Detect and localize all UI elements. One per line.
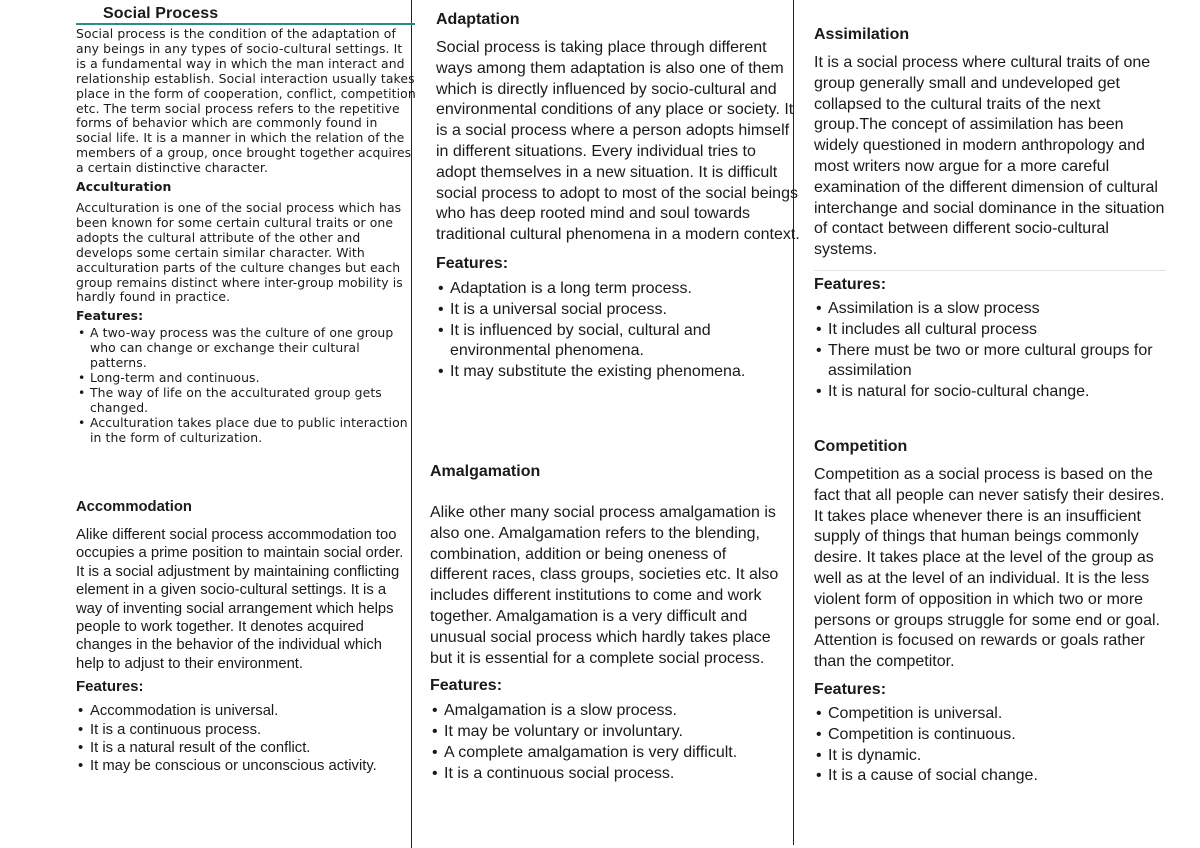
list-item: • It may be voluntary or involuntary. bbox=[430, 722, 786, 743]
page-title: Social Process bbox=[76, 4, 415, 25]
list-item: • A complete amalgamation is very difficult. bbox=[430, 743, 786, 764]
assimilation-text: It is a social process where cultural traits of one group generally small and undeveloped get collapsed to the cultural traits of the next group.The concept of assimilation has been widely questioned in modern anthropology and most writers now argue for a more careful examination of the different dimension of cultural interchange and social dominance in the situation of contact between different socio-cultural systems. bbox=[814, 54, 1165, 259]
assimilation-heading: Assimilation bbox=[814, 26, 910, 43]
list-item: • It is influenced by social, cultural and environmental phenomena. bbox=[436, 321, 800, 363]
list-item: • It is dynamic. bbox=[814, 746, 1166, 767]
list-item: • It is a natural result of the conflict. bbox=[76, 739, 412, 757]
amalgamation-text: Alike other many social process amalgamation is also one. Amalgamation refers to the blending, combination, addition or being oneness of different races, class groups, societies etc. It also includes different institutions to come and work together. Amalgamation is a very difficult and unusual social process which hardly takes place but it is essential for a complete social process. bbox=[430, 504, 779, 667]
list-item: • It includes all cultural process bbox=[814, 320, 1166, 341]
competition-heading: Competition bbox=[814, 438, 908, 455]
list-item: • Adaptation is a long term process. bbox=[436, 279, 800, 300]
amalgamation-features-heading: Features: bbox=[430, 677, 503, 695]
adaptation-heading: Adaptation bbox=[436, 11, 520, 28]
list-item: • It is a continuous social process. bbox=[430, 764, 786, 785]
accommodation-heading: Accommodation bbox=[76, 499, 192, 515]
competition-features-list bbox=[814, 704, 1166, 787]
competition-text: Competition as a social process is based on the fact that all people can never satisfy their desires. It takes place whenever there is an insufficient supply of things that human beings commonly desire. It takes place at the level of the group as well as at the level of an individual. It is the less violent form of opposition in which two or more persons or groups struggle for some end or goal. Attention is focused on rewards or goals rather than the competitor. bbox=[814, 466, 1165, 671]
list-item: • Competition is universal. bbox=[814, 704, 1166, 725]
accommodation-features-heading: Features: bbox=[76, 678, 144, 696]
acculturation-heading: Acculturation bbox=[76, 179, 172, 195]
social-process-text: Social process is the condition of the adaptation of any beings in any types of socio-cultural settings. It is a fundamental way in which the man interact and relationship establish. Social interaction usually takes place in the form of cooperation, conflict, competition etc. The term social process refers to the repetitive forms of behavior which are commonly found in social life. It is a manner in which the relation of the members of a group, once brought together acquires a certain distinctive character. bbox=[76, 26, 416, 176]
list-item: • It is a cause of social change. bbox=[814, 766, 1166, 787]
adaptation-features-heading: Features: bbox=[436, 254, 509, 272]
acculturation-features-list bbox=[76, 326, 416, 445]
list-item: • Amalgamation is a slow process. bbox=[430, 701, 786, 722]
amalgamation-features-list bbox=[430, 701, 786, 784]
adaptation-section bbox=[436, 10, 800, 383]
assimilation-features-list bbox=[814, 299, 1166, 403]
amalgamation-heading: Amalgamation bbox=[430, 463, 541, 480]
list-item: • Long-term and continuous. bbox=[76, 371, 416, 386]
list-item: • It is a universal social process. bbox=[436, 300, 800, 321]
list-item: • Acculturation takes place due to public interaction in the form of culturization. bbox=[76, 416, 416, 446]
acculturation-features-heading: Features: bbox=[76, 308, 144, 324]
accommodation-text: Alike different social process accommodation too occupies a prime position to maintain social order. It is a social adjustment by maintaining conflicting element in a given socio-cultural settings. It is a way of inventing social arrangement which helps people to work together. It denotes acquired changes in the behavior of the individual which help to adjust to their environment. bbox=[76, 527, 404, 672]
list-item: • It may be conscious or unconscious activity. bbox=[76, 757, 412, 775]
adaptation-features-list bbox=[436, 279, 800, 383]
accommodation-section bbox=[76, 497, 412, 837]
list-item: • It may substitute the existing phenomena. bbox=[436, 362, 800, 383]
list-item: • It is natural for socio-cultural change. bbox=[814, 382, 1166, 403]
acculturation-text: Acculturation is one of the social process which has been known for some certain cultural traits or one adopts the cultural attribute of the other and develops some certain similar character. With acculturation parts of the culture changes but each group remains distinct where inter-group mobility is hardly found in practice. bbox=[76, 199, 403, 305]
list-item: • The way of life on the acculturated group gets changed. bbox=[76, 386, 416, 416]
assimilation-section bbox=[814, 25, 1166, 403]
competition-section bbox=[814, 437, 1166, 787]
list-item: • A two-way process was the culture of one group who can change or exchange their cultural patterns. bbox=[76, 326, 416, 371]
social-process-section bbox=[76, 4, 416, 497]
assimilation-features-heading: Features: bbox=[814, 270, 1166, 295]
list-item: • Accommodation is universal. bbox=[76, 702, 412, 720]
competition-features-heading: Features: bbox=[814, 680, 887, 698]
list-item: • There must be two or more cultural groups for assimilation bbox=[814, 341, 1166, 383]
accommodation-features-list bbox=[76, 702, 412, 776]
adaptation-text: Social process is taking place through different ways among them adaptation is also one of them which is directly influenced by socio-cultural and environmental conditions of any place or society. It is a social process where a person adopts himself in different situations. Every individual tries to adopt themselves in a new situation. It is difficult social process to adopt to most of the social beings who has deep rooted mind and soul towards traditional cultural phenomena in a modern context. bbox=[436, 39, 800, 244]
list-item: • Competition is continuous. bbox=[814, 725, 1166, 746]
list-item: • Assimilation is a slow process bbox=[814, 299, 1166, 320]
amalgamation-section bbox=[430, 462, 786, 785]
list-item: • It is a continuous process. bbox=[76, 721, 412, 739]
